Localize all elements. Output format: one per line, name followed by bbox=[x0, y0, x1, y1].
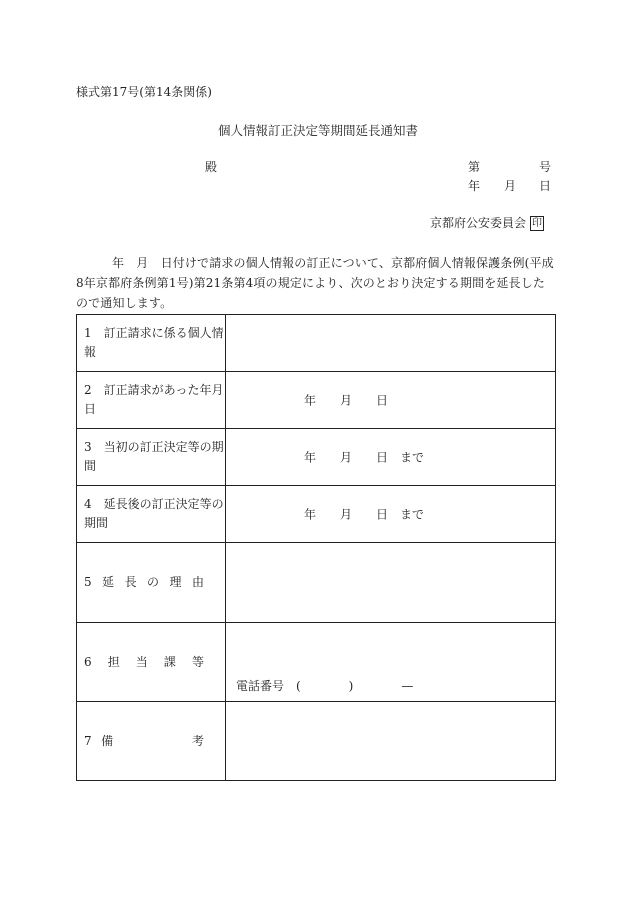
issue-date-day: 日 bbox=[539, 179, 552, 193]
date-placeholder: 年 月 日 bbox=[304, 393, 389, 408]
row-label: 3 当初の訂正決定等の期間 bbox=[77, 429, 226, 486]
label-gap bbox=[123, 732, 183, 751]
row-label bbox=[77, 543, 226, 623]
form-number: 様式第17号(第14条関係) bbox=[76, 85, 212, 99]
document-title: 個人情報訂正決定等期間延長通知書 bbox=[218, 123, 419, 138]
row-value bbox=[226, 315, 556, 372]
label-char: の bbox=[147, 575, 160, 589]
doc-number-suffix: 号 bbox=[539, 160, 552, 174]
row-label bbox=[77, 623, 226, 702]
label-char: 理 bbox=[169, 575, 182, 589]
table-row bbox=[77, 623, 556, 702]
label-char: 当 bbox=[135, 654, 148, 669]
spread-label bbox=[84, 573, 204, 592]
row-value bbox=[226, 543, 556, 623]
label-char: 延 bbox=[102, 575, 115, 589]
issuer-name: 京都府公安委員会 bbox=[430, 216, 527, 230]
issuer bbox=[430, 216, 544, 231]
table-row bbox=[77, 543, 556, 623]
table-row bbox=[77, 702, 556, 781]
label-char: 備 bbox=[101, 733, 114, 748]
notice-body: 年 月 日付けで請求の個人情報の訂正について、京都府個人情報保護条例(平成8年京都府条例第1号)第21条第4項の規定により、次のとおり決定する期間を延長したので通知します。 bbox=[76, 256, 554, 310]
doc-number-prefix: 第 bbox=[468, 160, 481, 174]
row-value bbox=[226, 623, 556, 702]
label-char: 5 bbox=[84, 575, 92, 589]
label-char: 6 bbox=[84, 654, 92, 669]
issue-date-year: 年 bbox=[468, 179, 481, 193]
row-label: 4 延長後の訂正決定等の期間 bbox=[77, 486, 226, 543]
spread-label bbox=[84, 732, 204, 751]
row-value bbox=[226, 429, 556, 486]
label-char: 7 bbox=[84, 733, 92, 748]
date-placeholder: 年 月 日 まで bbox=[304, 507, 425, 522]
label-char: 由 bbox=[191, 575, 204, 589]
row-label: 1 訂正請求に係る個人情報 bbox=[77, 315, 226, 372]
phone-number-field: 電話番号 ( ) — bbox=[236, 679, 414, 693]
addressee-suffix: 殿 bbox=[205, 160, 218, 174]
date-placeholder: 年 月 日 まで bbox=[304, 450, 425, 465]
label-char: 長 bbox=[124, 575, 137, 589]
table-row bbox=[77, 486, 556, 543]
row-value bbox=[226, 702, 556, 781]
notice-table bbox=[76, 314, 556, 781]
table-row bbox=[77, 315, 556, 372]
table-row bbox=[77, 429, 556, 486]
row-label: 2 訂正請求があった年月日 bbox=[77, 372, 226, 429]
label-char: 担 bbox=[107, 654, 120, 669]
table-row bbox=[77, 372, 556, 429]
label-char: 課 bbox=[163, 654, 176, 669]
label-char: 考 bbox=[191, 733, 204, 748]
row-value bbox=[226, 372, 556, 429]
row-label bbox=[77, 702, 226, 781]
issue-date-month: 月 bbox=[504, 179, 517, 193]
seal-stamp: 印 bbox=[532, 218, 543, 229]
spread-label bbox=[84, 653, 204, 672]
label-char: 等 bbox=[191, 654, 204, 669]
row-value bbox=[226, 486, 556, 543]
